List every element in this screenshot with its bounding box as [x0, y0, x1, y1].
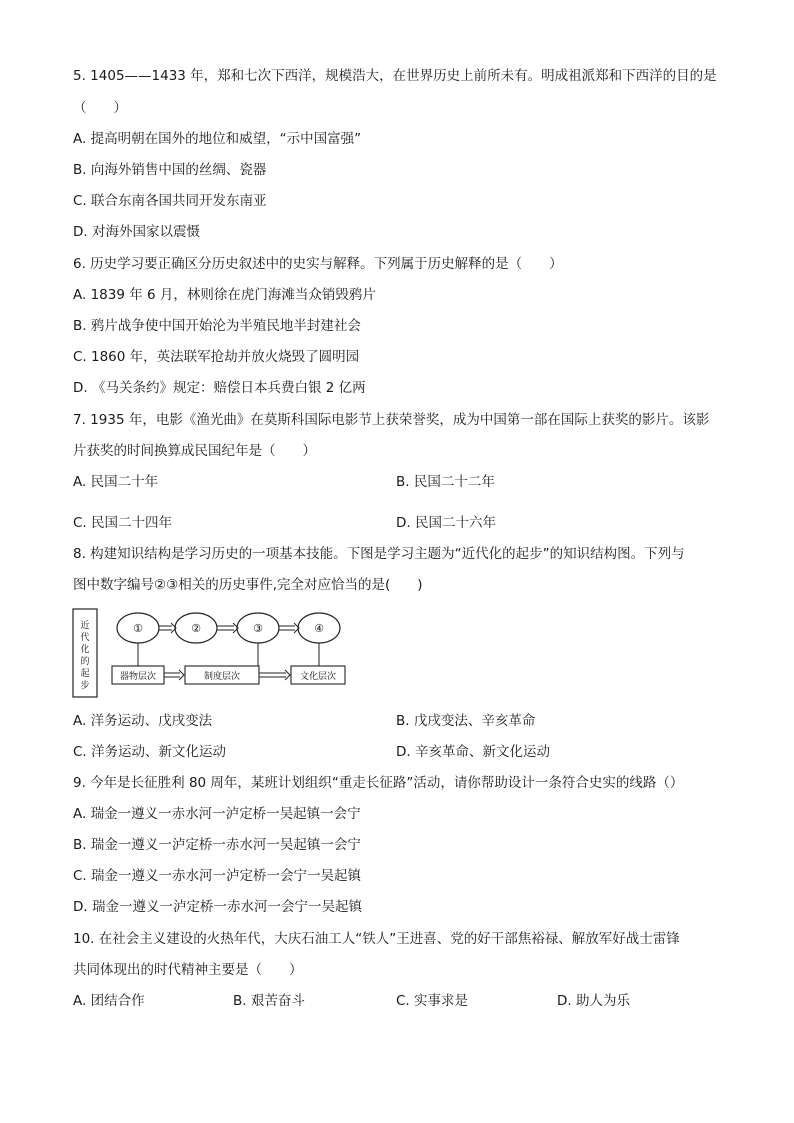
side-label-char-3: 化 [80, 645, 90, 655]
q10-option-a: A. 团结合作 [73, 993, 145, 1009]
side-label-char-6: 步 [80, 681, 90, 691]
q5-stem-line2: （ ） [73, 100, 127, 116]
side-label-char-5: 起 [80, 669, 90, 679]
q9-option-c: C. 瑞金一遵义一赤水河一泸定桥一会宁一吴起镇 [73, 868, 362, 884]
q7-option-c: C. 民国二十四年 [73, 515, 173, 531]
q8-option-b: B. 戊戌变法、辛亥革命 [396, 713, 536, 729]
q10-option-c: C. 实事求是 [396, 993, 469, 1009]
q7-option-d: D. 民国二十六年 [396, 515, 496, 531]
level-label-1: 器物层次 [119, 672, 157, 682]
q7-option-a: A. 民国二十年 [73, 474, 159, 490]
q9-option-d: D. 瑞金一遵义一泸定桥一赤水河一会宁一吴起镇 [73, 899, 362, 915]
circle-1-label: ① [133, 622, 143, 635]
q7-option-b: B. 民国二十二年 [396, 474, 495, 490]
q6-option-d: D. 《马关条约》规定：赔偿日本兵费白银 2 亿两 [73, 380, 366, 396]
q10-stem-line1: 10. 在社会主义建设的火热年代，大庆石油工人“铁人”王进喜、党的好干部焦裕禄、解放军好战士雷锋 [73, 931, 680, 947]
q8-option-c: C. 洋务运动、新文化运动 [73, 744, 227, 760]
q10-option-b: B. 艰苦奋斗 [233, 993, 305, 1009]
q5-option-d: D. 对海外国家以震慑 [73, 224, 200, 240]
knowledge-structure-diagram [72, 608, 362, 700]
circle-3-label: ③ [253, 622, 263, 635]
q6-option-a: A. 1839 年 6 月，林则徐在虎门海滩当众销毁鸦片 [73, 287, 376, 303]
level-label-2: 制度层次 [203, 672, 241, 682]
level-label-3: 文化层次 [299, 672, 337, 682]
q5-option-a: A. 提高明朝在国外的地位和威望，“示中国富强” [73, 131, 362, 147]
q9-stem: 9. 今年是长征胜利 80 周年，某班计划组织“重走长征路”活动，请你帮助设计一条符合史实的线路（） [73, 775, 684, 791]
q5-option-b: B. 向海外销售中国的丝绸、瓷器 [73, 162, 267, 178]
q10-stem-line2: 共同体现出的时代精神主要是（ ） [73, 962, 303, 978]
q5-stem-line1: 5. 1405——1433 年，郑和七次下西洋，规模浩大，在世界历史上前所未有。明成祖派郑和下西洋的目的是 [73, 68, 717, 84]
q6-stem: 6. 历史学习要正确区分历史叙述中的史实与解释。下列属于历史解释的是（ ） [73, 256, 563, 272]
q9-option-b: B. 瑞金一遵义一泸定桥一赤水河一吴起镇一会宁 [73, 837, 361, 853]
q8-option-a: A. 洋务运动、戊戌变法 [73, 713, 213, 729]
q7-stem-line2: 片获奖的时间换算成民国纪年是（ ） [73, 443, 316, 459]
q8-stem-line1: 8. 构建知识结构是学习历史的一项基本技能。下图是学习主题为“近代化的起步”的知识结构图。下列与 [73, 546, 685, 562]
q7-stem-line1: 7. 1935 年，电影《渔光曲》在莫斯科国际电影节上获荣誉奖，成为中国第一部在国际上获奖的影片。该影 [73, 412, 710, 428]
circle-2-label: ② [191, 622, 201, 635]
side-label-char-2: 代 [80, 633, 90, 643]
q5-option-c: C. 联合东南各国共同开发东南亚 [73, 193, 267, 209]
q8-option-d: D. 辛亥革命、新文化运动 [396, 744, 550, 760]
side-label-char-4: 的 [80, 657, 90, 667]
q10-option-d: D. 助人为乐 [557, 993, 630, 1009]
q8-stem-line2: 图中数字编号②③相关的历史事件,完全对应恰当的是( ) [73, 577, 423, 593]
side-label-char-1: 近 [80, 621, 90, 631]
circle-4-label: ④ [314, 622, 324, 635]
q9-option-a: A. 瑞金一遵义一赤水河一泸定桥一吴起镇一会宁 [73, 806, 361, 822]
q6-option-c: C. 1860 年，英法联军抢劫并放火烧毁了圆明园 [73, 349, 360, 365]
q6-option-b: B. 鸦片战争使中国开始沦为半殖民地半封建社会 [73, 318, 361, 334]
